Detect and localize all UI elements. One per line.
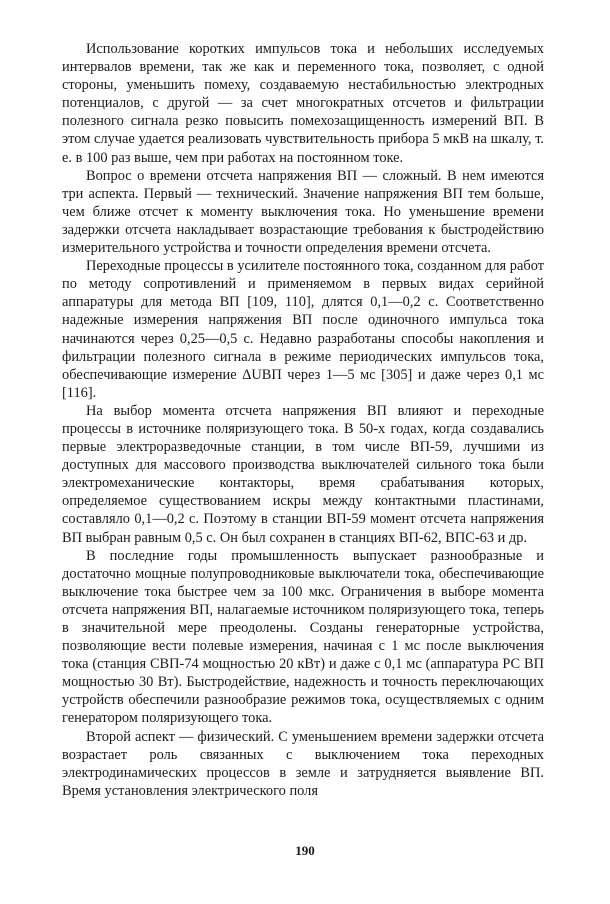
paragraph-6: Второй аспект — физический. С уменьшением времени задержки отсчета возрастает роль связанных с выключением тока переходных электродинамических процессов в земле и затрудняется выявление ВП. Время установления электрического поля xyxy=(62,728,544,799)
paragraph-4: На выбор момента отсчета напряжения ВП влияют и переходные процессы в источнике поляризующего тока. В 50-х годах, когда создавались первые электроразведочные станции, в том числе ВП-59, лучшими из доступных для массового производства выключателей сильного тока были электромеханические контакторы, время срабатывания которых, определяемое существованием искры между контактными пластинами, составляло 0,1—0,2 с. Поэтому в станции ВП-59 момент отсчета напряжения ВП выбран равным 0,5 с. Он был сохранен в станциях ВП-62, ВПС-63 и др. xyxy=(62,402,544,546)
paragraph-2: Вопрос о времени отсчета напряжения ВП — сложный. В нем имеются три аспекта. Первый — технический. Значение напряжения ВП тем больше, чем ближе отсчет к моменту выключения тока. Но уменьшение времени задержки отсчета накладывает возрастающие требования к быстродействию измерительного устройства и точности определения времени отсчета. xyxy=(62,167,544,257)
page-number: 190 xyxy=(295,843,315,858)
paragraph-1: Использование коротких импульсов тока и небольших исследуемых интервалов времени, так же как и переменного тока, позволяет, с одной стороны, уменьшить помеху, создаваемую нестабильностью электродных потенциалов, с другой — за счет многократных отсчетов и фильтрации полезного сигнала резко повысить помехозащищенность измерений ВП. В этом случае удается реализовать чувствительность прибора 5 мкВ на шкалу, т. е. в 100 раз выше, чем при работах на постоянном токе. xyxy=(62,41,544,166)
page-body xyxy=(62,40,544,800)
paragraph-3: Переходные процессы в усилителе постоянного тока, созданном для работ по методу сопротивлений и применяемом в первых видах серийной аппаратуры для метода ВП [109, 110], длятся 0,1—0,2 с. Соответственно надежные измерения напряжения ВП после одиночного импульса тока начинаются через 0,25—0,5 с. Недавно разработаны способы накопления и фильтрации полезного сигнала в режиме периодических импульсов тока, обеспечивающие измерение ΔUВП через 1—5 мс [305] и даже через 0,1 мс [116]. xyxy=(62,258,544,401)
paragraph-5: В последние годы промышленность выпускает разнообразные и достаточно мощные полупроводниковые выключатели тока, обеспечивающие выключение тока быстрее чем за 100 мкс. Ограничения в выборе момента отсчета напряжения ВП, налагаемые источником поляризующего тока, теперь в значительной мере преодолены. Созданы генераторные устройства, позволяющие вести полевые измерения, начиная с 1 мс после выключения тока (станция СВП-74 мощностью 20 кВт) и даже с 0,1 мс (аппаратура РС ВП мощностью 30 Вт). Быстродействие, надежность и точность переключающих устройств обеспечили разнообразие режимов тока, осуществляемых с одним генератором поляризующего тока. xyxy=(62,547,544,727)
